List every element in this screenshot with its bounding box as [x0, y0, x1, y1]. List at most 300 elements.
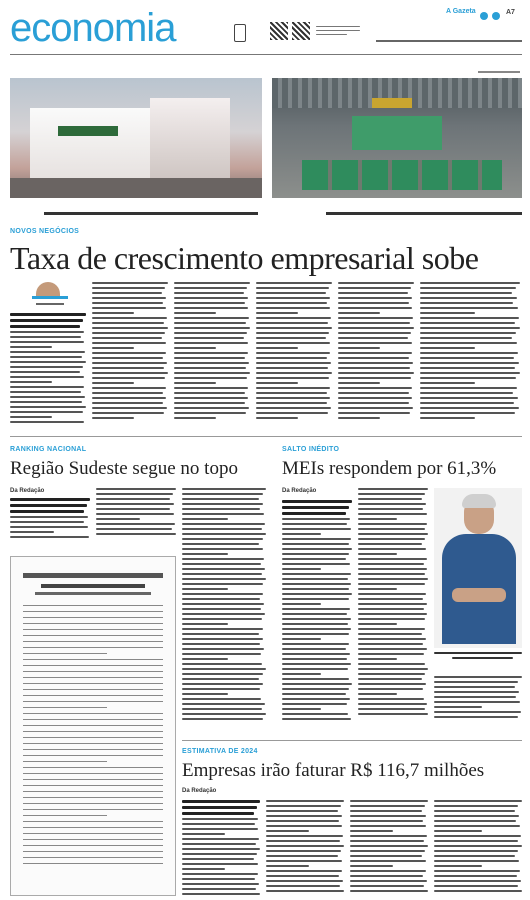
text-line	[256, 317, 331, 319]
section-divider	[10, 436, 522, 437]
legal-text-line	[23, 761, 107, 762]
text-line	[420, 392, 513, 394]
text-line	[10, 521, 84, 523]
text-line	[350, 805, 425, 807]
top-story-col-6	[420, 282, 520, 423]
text-line	[256, 352, 330, 354]
text-line	[182, 653, 261, 655]
text-line	[358, 558, 427, 560]
text-line	[182, 848, 260, 850]
photo-caption-left	[44, 212, 258, 215]
text-line	[92, 387, 166, 389]
text-line	[434, 855, 515, 857]
text-line	[358, 548, 426, 550]
text-line	[266, 840, 340, 842]
text-line	[182, 593, 263, 595]
legal-text-line	[23, 815, 107, 816]
text-line	[266, 855, 338, 857]
text-line	[266, 875, 339, 877]
text-line	[350, 800, 428, 802]
text-line	[420, 412, 515, 414]
text-line	[282, 528, 351, 530]
text-line	[358, 598, 423, 600]
text-line	[420, 387, 517, 389]
text-line	[92, 392, 163, 394]
text-line	[10, 346, 52, 348]
text-line	[358, 658, 397, 660]
text-line	[182, 498, 259, 500]
top-story-kicker: NOVOS NEGÓCIOS	[10, 228, 80, 235]
text-line	[420, 372, 520, 374]
text-line	[92, 337, 162, 339]
text-line	[420, 287, 516, 289]
text-line	[182, 583, 263, 585]
legal-text-line	[23, 665, 163, 666]
legal-text-line	[23, 845, 163, 846]
text-line	[174, 342, 248, 344]
text-line	[282, 588, 349, 590]
text-line	[338, 337, 408, 339]
legal-text-line	[23, 833, 163, 834]
text-line	[96, 533, 176, 535]
text-line	[434, 840, 518, 842]
text-line	[358, 528, 425, 530]
text-line	[358, 583, 425, 585]
text-line	[92, 317, 167, 319]
text-line	[10, 313, 86, 316]
bottom-story-headline: Empresas irão faturar R$ 116,7 milhões	[182, 760, 485, 781]
text-line	[420, 322, 515, 324]
author-name	[32, 296, 68, 299]
legal-text-line	[23, 671, 163, 672]
text-line	[174, 292, 244, 294]
text-line	[358, 693, 397, 695]
right-story-col-3	[434, 676, 522, 722]
text-line	[282, 643, 349, 645]
legal-text-line	[23, 863, 163, 864]
text-line	[92, 397, 166, 399]
right-story-kicker: SALTO INÉDITO	[282, 446, 340, 453]
text-line	[358, 668, 428, 670]
text-line	[256, 297, 330, 299]
text-line	[266, 815, 342, 817]
text-line	[420, 292, 512, 294]
text-line	[182, 623, 228, 625]
text-line	[358, 683, 426, 685]
legal-text-line	[23, 749, 163, 750]
text-line	[182, 618, 262, 620]
text-line	[282, 593, 352, 595]
text-line	[434, 716, 518, 718]
text-line	[10, 516, 88, 518]
text-line	[358, 608, 424, 610]
text-line	[282, 673, 321, 675]
text-line	[358, 678, 422, 680]
text-line	[338, 307, 412, 309]
legal-text-line	[23, 827, 163, 828]
portrait-caption	[434, 652, 522, 662]
text-line	[338, 342, 412, 344]
text-line	[182, 888, 256, 890]
text-line	[282, 598, 349, 600]
text-line	[266, 860, 342, 862]
text-line	[338, 317, 413, 319]
text-line	[256, 347, 298, 349]
text-line	[358, 633, 422, 635]
text-line	[182, 658, 228, 660]
text-line	[434, 850, 518, 852]
text-line	[282, 523, 347, 525]
text-line	[338, 397, 412, 399]
text-line	[182, 678, 259, 680]
text-line	[182, 543, 259, 545]
text-line	[256, 282, 332, 284]
text-line	[174, 392, 245, 394]
left-story-col-1	[10, 498, 90, 538]
legal-text-line	[23, 701, 163, 702]
bottom-story-kicker: ESTIMATIVA DE 2024	[182, 748, 258, 755]
text-line	[182, 878, 255, 880]
text-line	[338, 357, 409, 359]
text-line	[350, 840, 424, 842]
text-line	[256, 387, 330, 389]
text-line	[358, 588, 397, 590]
text-line	[282, 608, 350, 610]
text-line	[256, 377, 329, 379]
text-line	[350, 885, 424, 887]
right-story-headline: MEIs respondem por 61,3%	[282, 458, 497, 479]
text-line	[350, 825, 426, 827]
text-line	[92, 372, 168, 374]
text-line	[358, 523, 427, 525]
text-line	[358, 653, 424, 655]
right-story-col-2	[358, 488, 428, 720]
text-line	[182, 588, 228, 590]
text-line	[282, 718, 351, 720]
legal-text-line	[23, 629, 163, 630]
text-line	[182, 493, 263, 495]
text-line	[358, 553, 397, 555]
text-line	[282, 618, 351, 620]
text-line	[182, 513, 264, 515]
text-line	[10, 406, 86, 408]
text-line	[266, 835, 343, 837]
text-line	[10, 356, 82, 358]
legal-text-line	[23, 803, 163, 804]
text-line	[266, 885, 340, 887]
text-line	[434, 860, 519, 862]
text-line	[10, 325, 80, 328]
text-line	[434, 701, 520, 703]
text-line	[182, 853, 257, 855]
edition-date	[376, 40, 522, 42]
text-line	[358, 613, 427, 615]
text-line	[338, 382, 380, 384]
text-line	[358, 593, 426, 595]
text-line	[256, 412, 328, 414]
text-line	[174, 377, 247, 379]
portrait-photo	[434, 488, 522, 648]
text-line	[338, 412, 410, 414]
text-line	[266, 810, 338, 812]
text-line	[182, 838, 259, 840]
text-line	[182, 568, 265, 570]
bottom-story-byline: Da Redação	[182, 788, 217, 794]
right-story-col-1	[282, 500, 352, 720]
text-line	[182, 573, 262, 575]
legal-text-line	[23, 605, 163, 606]
text-line	[92, 327, 168, 329]
text-line	[182, 608, 261, 610]
text-line	[282, 658, 347, 660]
text-line	[350, 860, 426, 862]
bottom-story-col-1	[182, 800, 260, 896]
text-line	[434, 880, 521, 882]
legal-text-line	[23, 809, 163, 810]
legal-text-line	[23, 677, 163, 678]
text-line	[182, 893, 260, 895]
text-line	[350, 810, 422, 812]
author-role	[36, 303, 64, 305]
text-line	[92, 282, 168, 284]
text-line	[338, 392, 409, 394]
text-line	[350, 870, 426, 872]
text-line	[174, 412, 246, 414]
text-line	[434, 885, 518, 887]
text-line	[96, 523, 175, 525]
text-line	[358, 518, 397, 520]
text-line	[434, 686, 515, 688]
text-line	[434, 691, 519, 693]
left-story-col-3	[182, 488, 266, 723]
text-line	[182, 578, 266, 580]
text-line	[96, 518, 140, 520]
legal-text-line	[23, 623, 163, 624]
text-line	[350, 850, 425, 852]
text-line	[420, 397, 518, 399]
text-line	[338, 282, 414, 284]
text-line	[96, 488, 176, 490]
top-story-col-1	[10, 313, 86, 423]
legal-text-line	[23, 857, 163, 858]
qr-code-icon	[292, 22, 310, 40]
text-line	[256, 382, 298, 384]
text-line	[182, 523, 265, 525]
text-line	[282, 613, 347, 615]
text-line	[420, 312, 475, 314]
text-line	[182, 553, 228, 555]
text-line	[182, 683, 263, 685]
text-line	[10, 411, 83, 413]
text-line	[434, 820, 516, 822]
text-line	[434, 805, 518, 807]
text-line	[10, 531, 54, 533]
text-line	[350, 855, 422, 857]
legal-text-line	[23, 737, 163, 738]
text-line	[92, 417, 134, 419]
text-line	[266, 805, 341, 807]
text-line	[256, 307, 330, 309]
text-line	[182, 648, 264, 650]
legal-text-line	[23, 821, 163, 822]
text-line	[434, 825, 520, 827]
photo-caption-right	[326, 212, 522, 215]
legal-text-line	[23, 719, 163, 720]
text-line	[174, 397, 248, 399]
text-line	[282, 548, 352, 550]
text-line	[182, 598, 260, 600]
text-line	[182, 858, 254, 860]
legal-text-line	[23, 635, 163, 636]
phone-icon	[234, 24, 246, 42]
text-line	[10, 381, 52, 383]
text-line	[420, 317, 519, 319]
text-line	[174, 402, 245, 404]
text-line	[338, 417, 380, 419]
header-promo-text	[316, 26, 360, 38]
photo-credit	[478, 71, 520, 73]
page-number: A7	[506, 9, 515, 16]
text-line	[282, 708, 321, 710]
text-line	[282, 653, 350, 655]
text-line	[266, 800, 344, 802]
text-line	[182, 613, 265, 615]
header-rule	[10, 54, 522, 55]
text-line	[266, 890, 344, 892]
text-line	[174, 302, 245, 304]
legal-text-line	[23, 791, 163, 792]
text-line	[282, 668, 348, 670]
text-line	[182, 708, 262, 710]
text-line	[92, 352, 166, 354]
legal-text-line	[23, 689, 163, 690]
text-line	[266, 850, 341, 852]
text-line	[182, 800, 260, 803]
legal-text-line	[23, 617, 163, 618]
text-line	[338, 327, 414, 329]
legal-text-line	[23, 683, 163, 684]
text-line	[338, 372, 414, 374]
text-line	[92, 367, 164, 369]
legal-notice	[10, 556, 176, 896]
text-line	[420, 347, 475, 349]
bottom-story-col-2	[266, 800, 344, 896]
text-line	[350, 835, 427, 837]
text-line	[420, 307, 518, 309]
text-line	[92, 322, 164, 324]
text-line	[282, 623, 348, 625]
text-line	[358, 703, 427, 705]
text-line	[338, 352, 412, 354]
text-line	[420, 352, 518, 354]
text-line	[256, 362, 331, 364]
text-line	[282, 512, 346, 515]
text-line	[358, 623, 397, 625]
text-line	[10, 416, 52, 418]
text-line	[10, 351, 85, 353]
legal-text-line	[23, 797, 163, 798]
text-line	[434, 835, 521, 837]
text-line	[358, 578, 428, 580]
text-line	[10, 421, 84, 423]
text-line	[182, 638, 263, 640]
text-line	[434, 681, 518, 683]
text-line	[338, 367, 410, 369]
text-line	[282, 663, 351, 665]
text-line	[256, 327, 332, 329]
left-story-byline: Da Redação	[10, 488, 45, 494]
text-line	[338, 292, 408, 294]
text-line	[92, 412, 164, 414]
text-line	[338, 402, 409, 404]
text-line	[96, 513, 174, 515]
text-line	[182, 718, 263, 720]
text-line	[282, 568, 321, 570]
text-line	[256, 407, 331, 409]
text-line	[282, 698, 350, 700]
text-line	[96, 508, 170, 510]
text-line	[256, 292, 326, 294]
text-line	[92, 332, 165, 334]
text-line	[256, 322, 328, 324]
text-line	[358, 508, 423, 510]
text-line	[182, 643, 260, 645]
top-story-col-3	[174, 282, 250, 423]
text-line	[434, 865, 482, 867]
text-line	[10, 536, 89, 538]
text-line	[92, 342, 166, 344]
text-line	[358, 503, 426, 505]
text-line	[358, 538, 425, 540]
text-line	[282, 583, 351, 585]
text-line	[10, 336, 81, 338]
text-line	[338, 347, 380, 349]
text-line	[182, 873, 258, 875]
text-line	[358, 638, 426, 640]
legal-text-line	[23, 785, 163, 786]
text-line	[350, 845, 428, 847]
text-line	[174, 352, 248, 354]
text-line	[182, 833, 225, 835]
left-story-kicker: RANKING NACIONAL	[10, 446, 87, 453]
text-line	[92, 377, 165, 379]
top-story-col-5	[338, 282, 414, 423]
text-line	[282, 678, 349, 680]
text-line	[182, 488, 266, 490]
text-line	[266, 865, 309, 867]
text-line	[174, 367, 246, 369]
text-line	[182, 828, 258, 830]
building-photo	[10, 78, 262, 198]
text-line	[282, 713, 348, 715]
text-line	[256, 417, 298, 419]
text-line	[282, 603, 321, 605]
text-line	[282, 578, 348, 580]
text-line	[350, 880, 427, 882]
text-line	[282, 506, 349, 509]
text-line	[182, 703, 265, 705]
text-line	[358, 663, 425, 665]
bottom-story-col-4	[434, 800, 522, 896]
text-line	[358, 698, 424, 700]
legal-text-line	[23, 731, 163, 732]
text-line	[350, 865, 393, 867]
text-line	[358, 713, 428, 715]
text-line	[358, 563, 424, 565]
legal-text-line	[23, 773, 163, 774]
text-line	[174, 407, 249, 409]
text-line	[338, 287, 411, 289]
